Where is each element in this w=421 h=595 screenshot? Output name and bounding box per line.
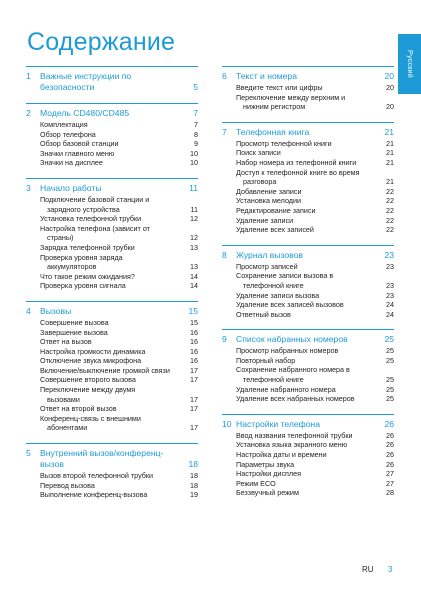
toc-entry-link[interactable]	[236, 196, 394, 206]
toc-entry-link[interactable]	[236, 187, 394, 197]
toc-entry-link[interactable]	[236, 291, 394, 301]
section-heading-link[interactable]	[26, 178, 198, 194]
toc-entry-link[interactable]	[40, 195, 198, 214]
entry-page-number: 16	[190, 356, 198, 366]
entry-title-line: Ввод названия телефонной трубки	[236, 430, 353, 440]
entry-title	[40, 253, 184, 272]
entry-page-number: 23	[386, 261, 394, 271]
entry-title	[236, 158, 380, 168]
entry-title-line: Введите текст или цифры	[236, 83, 323, 92]
entry-page-number: 21	[386, 177, 394, 187]
entry-title-line: Завершение вызова	[40, 327, 108, 337]
entry-page-number: 22	[386, 215, 394, 225]
entry-title	[236, 488, 380, 498]
toc-entry-link[interactable]	[40, 385, 198, 404]
toc-entry-link[interactable]	[40, 328, 198, 338]
toc-entry-link[interactable]	[40, 490, 198, 500]
toc-entry-link[interactable]	[236, 479, 394, 489]
toc-left-column	[26, 66, 198, 510]
entry-page-number: 17	[190, 365, 198, 375]
entry-title-line: Удаление всех набранных номеров	[236, 394, 355, 404]
section-page-number: 11	[189, 182, 198, 193]
entry-title	[236, 300, 380, 310]
entry-page-number: 24	[386, 309, 394, 319]
toc-section	[222, 414, 394, 498]
section-page-number: 15	[188, 305, 198, 316]
entry-title	[40, 337, 184, 347]
section-number: 7	[222, 126, 227, 137]
entry-title	[40, 366, 184, 376]
section-title-line: Начало работы	[40, 182, 102, 193]
section-page-number: 25	[384, 334, 394, 345]
entry-title	[40, 318, 184, 328]
toc-entry-link[interactable]	[236, 83, 394, 93]
entry-title	[236, 431, 380, 441]
section-items	[222, 83, 394, 112]
entry-page-number: 16	[190, 337, 198, 347]
section-heading-link[interactable]	[26, 103, 198, 119]
entry-page-number: 12	[190, 233, 198, 243]
toc-section	[222, 122, 394, 235]
entry-title	[40, 224, 184, 243]
entry-title	[236, 83, 380, 93]
section-page-number: 26	[384, 418, 394, 429]
section-items	[222, 431, 394, 498]
entry-title-line: Значки на дисплее	[40, 158, 103, 168]
entry-page-number: 25	[386, 346, 394, 356]
section-page-number: 20	[384, 71, 394, 81]
toc-entry-link[interactable]	[236, 450, 394, 460]
entry-title	[236, 93, 380, 112]
toc-entry-link[interactable]	[40, 471, 198, 481]
section-items	[26, 120, 198, 168]
entry-title	[40, 130, 184, 140]
toc-entry-link[interactable]	[236, 310, 394, 320]
toc-entry-link[interactable]	[40, 375, 198, 385]
entry-title	[40, 243, 184, 253]
entry-title-line: Настройка телефона (зависит от	[40, 223, 150, 233]
toc-entry-link[interactable]	[40, 404, 198, 414]
entry-title-line: Зарядка телефонной трубки	[40, 242, 135, 252]
section-title	[236, 419, 380, 430]
entry-title	[40, 281, 184, 291]
section-title-line: Журнал вызовов	[236, 249, 303, 260]
entry-page-number: 22	[386, 205, 394, 215]
entry-title	[40, 120, 184, 130]
entry-title	[236, 356, 380, 366]
section-page-number: 5	[193, 82, 198, 92]
entry-page-number: 22	[386, 196, 394, 206]
entry-title	[40, 471, 184, 481]
entry-title	[236, 225, 380, 235]
entry-page-number: 16	[190, 327, 198, 337]
entry-title-line: Обзор базовой станции	[40, 139, 119, 149]
entry-page-number: 9	[194, 139, 198, 149]
toc-entry-link[interactable]	[236, 385, 394, 395]
entry-title-line: Переключение между верхним и	[236, 92, 346, 102]
section-heading-link[interactable]	[222, 245, 394, 261]
section-heading-link[interactable]	[26, 301, 198, 317]
section-title	[40, 306, 184, 317]
toc-entry-link[interactable]	[236, 431, 394, 441]
entry-page-number: 25	[386, 384, 394, 394]
footer-language-code: RU	[362, 565, 374, 574]
entry-page-number: 13	[190, 242, 198, 252]
entry-title	[40, 385, 184, 404]
entry-title-line: Просмотр набранных номеров	[236, 346, 339, 356]
section-items	[222, 139, 394, 235]
section-heading-link[interactable]	[222, 66, 394, 82]
section-number: 2	[26, 108, 31, 118]
section-items	[222, 346, 394, 404]
entry-title	[40, 272, 184, 282]
toc-entry-link[interactable]	[236, 93, 394, 112]
entry-title	[40, 414, 184, 433]
entry-page-number: 23	[386, 280, 394, 290]
entry-title	[40, 328, 184, 338]
section-number: 6	[222, 71, 227, 81]
entry-page-number: 17	[190, 423, 198, 433]
entry-title	[40, 149, 184, 159]
entry-title	[236, 479, 380, 489]
entry-title-line: Удаление всех записей	[236, 225, 314, 235]
section-title	[40, 183, 184, 194]
entry-title-line: Что такое режим ожидания?	[40, 271, 135, 281]
entry-title-line: Установка телефонной трубки	[40, 214, 142, 224]
toc-section	[222, 66, 394, 112]
entry-title-line: Конференц-связь с внешними	[40, 413, 141, 423]
toc-entry-link[interactable]	[236, 488, 394, 498]
entry-title-continuation: телефонной книге	[243, 375, 304, 385]
entry-title-line: Установка мелодии	[236, 196, 302, 206]
section-title-line: Текст и номера	[236, 71, 297, 81]
entry-page-number: 15	[190, 317, 198, 327]
entry-page-number: 18	[190, 480, 198, 490]
entry-title-line: Включение/выключение громкой связи	[40, 365, 170, 375]
entry-title	[236, 187, 380, 197]
entry-page-number: 26	[386, 430, 394, 440]
section-title-line: безопасности	[40, 82, 95, 92]
section-page-number: 23	[384, 249, 394, 260]
page-title: Содержание	[27, 28, 176, 56]
section-page-number: 7	[193, 108, 198, 118]
entry-title	[236, 365, 380, 384]
section-title	[236, 127, 380, 138]
toc-entry-link[interactable]	[236, 262, 394, 272]
toc-entry-link[interactable]	[236, 216, 394, 226]
entry-title-line: Обзор телефона	[40, 129, 96, 139]
section-heading-link[interactable]	[222, 329, 394, 345]
section-title	[40, 448, 184, 470]
section-title-line: Вызовы	[40, 305, 72, 316]
section-page-number: 18	[188, 459, 198, 470]
section-title-line: Телефонная книга	[236, 126, 310, 137]
entry-page-number: 21	[386, 157, 394, 167]
entry-title-line: Перевод вызова	[40, 480, 95, 490]
toc-entry-link[interactable]	[236, 440, 394, 450]
toc-entry-link[interactable]	[40, 120, 198, 130]
entry-title	[236, 346, 380, 356]
entry-title	[236, 168, 380, 187]
entry-title-line: Ответ на вызов	[40, 337, 92, 347]
toc-entry-link[interactable]	[236, 158, 394, 168]
toc-entry-link[interactable]	[40, 272, 198, 282]
entry-page-number: 20	[386, 102, 394, 112]
entry-title-continuation: аккумуляторов	[47, 262, 97, 272]
section-title	[40, 71, 184, 93]
toc-entry-link[interactable]	[236, 148, 394, 158]
entry-title-continuation: абонентами	[47, 423, 88, 433]
toc-entry-link[interactable]	[40, 139, 198, 149]
language-tab	[398, 34, 421, 94]
toc-entry-link[interactable]	[40, 214, 198, 224]
entry-title	[236, 291, 380, 301]
toc-section	[26, 178, 198, 291]
section-title	[40, 108, 184, 119]
toc-entry-link[interactable]	[40, 224, 198, 243]
entry-title-line: Доступ к телефонной книге во время	[236, 167, 360, 177]
section-title-line: Важные инструкции по	[40, 71, 132, 81]
entry-title-line: Сохранение записи вызова в	[236, 271, 334, 281]
toc-entry-link[interactable]	[236, 346, 394, 356]
entry-title	[40, 158, 184, 168]
toc-section	[26, 301, 198, 433]
entry-title-line: Комплектация	[40, 120, 88, 129]
toc-entry-link[interactable]	[40, 414, 198, 433]
toc-entry-link[interactable]	[40, 253, 198, 272]
section-heading-link[interactable]	[26, 443, 198, 470]
entry-title-continuation: разговора	[243, 177, 277, 187]
entry-page-number: 10	[190, 148, 198, 158]
section-number: 3	[26, 182, 31, 193]
toc-entry-link[interactable]	[40, 481, 198, 491]
entry-page-number: 7	[194, 120, 198, 129]
toc-entry-link[interactable]	[40, 149, 198, 159]
section-number: 9	[222, 334, 227, 345]
entry-title-line: Просмотр записей	[236, 261, 298, 271]
entry-page-number: 28	[386, 488, 394, 498]
entry-title-line: Ответ на второй вызов	[40, 404, 117, 414]
toc-entry-link[interactable]	[236, 394, 394, 404]
entry-title-continuation: телефонной книге	[243, 280, 304, 290]
entry-title	[40, 481, 184, 491]
section-number: 10	[222, 418, 232, 429]
entry-title-line: Поиск записи	[236, 148, 281, 158]
section-page-number: 21	[384, 126, 394, 137]
entry-page-number: 8	[194, 129, 198, 139]
entry-title-continuation: нижним регистром	[243, 102, 306, 112]
toc-entry-link[interactable]	[236, 300, 394, 310]
entry-title-line: Установка языка экранного меню	[236, 440, 348, 450]
toc-entry-link[interactable]	[40, 158, 198, 168]
entry-title	[40, 490, 184, 500]
toc-section	[26, 443, 198, 500]
entry-title-line: Ответный вызов	[236, 309, 291, 319]
section-title	[236, 334, 380, 345]
entry-page-number: 22	[386, 225, 394, 235]
entry-title	[236, 206, 380, 216]
entry-title	[40, 404, 184, 414]
entry-title	[40, 375, 184, 385]
entry-page-number: 22	[386, 186, 394, 196]
section-number: 4	[26, 305, 31, 316]
entry-title	[236, 385, 380, 395]
entry-title-line: Удаление набранного номера	[236, 384, 336, 394]
toc-entry-link[interactable]	[236, 139, 394, 149]
entry-title-line: Подключение базовой станции и	[40, 194, 150, 204]
entry-page-number: 12	[190, 214, 198, 224]
entry-title	[236, 394, 380, 404]
entry-page-number: 14	[190, 271, 198, 281]
entry-title-line: Режим ECO	[236, 478, 276, 488]
entry-title-continuation: зарядного устройства	[47, 204, 120, 214]
toc-entry-link[interactable]	[40, 243, 198, 253]
entry-title-line: Добавление записи	[236, 186, 302, 196]
entry-title	[236, 460, 380, 470]
entry-title-line: Сохранение набранного номера в	[236, 365, 350, 375]
entry-title	[40, 214, 184, 224]
toc-entry-link[interactable]	[40, 281, 198, 291]
entry-title	[236, 148, 380, 158]
entry-title	[236, 440, 380, 450]
toc-entry-link[interactable]	[40, 347, 198, 357]
toc-entry-link[interactable]	[40, 130, 198, 140]
toc-entry-link[interactable]	[236, 365, 394, 384]
entry-title	[40, 347, 184, 357]
entry-title-line: Настройка даты и времени	[236, 450, 327, 460]
entry-title-line: Совершение второго вызова	[40, 375, 136, 385]
entry-title-line: Набор номера из телефонной книги	[236, 157, 357, 167]
entry-title	[40, 195, 184, 214]
section-title-line: вызов	[40, 459, 64, 470]
section-items	[26, 471, 198, 500]
toc-entry-link[interactable]	[40, 356, 198, 366]
entry-page-number: 27	[386, 469, 394, 479]
entry-page-number: 26	[386, 459, 394, 469]
entry-title	[236, 271, 380, 290]
entry-title-line: Редактирование записи	[236, 205, 316, 215]
entry-title-line: Удаление записи	[236, 215, 294, 225]
entry-page-number: 19	[190, 490, 198, 500]
entry-title	[40, 356, 184, 366]
entry-page-number: 14	[190, 281, 198, 291]
entry-title-line: Проверка уровня сигнала	[40, 281, 126, 291]
entry-page-number: 13	[190, 262, 198, 272]
entry-title	[236, 262, 380, 272]
entry-page-number: 25	[386, 375, 394, 385]
entry-page-number: 25	[386, 394, 394, 404]
toc-entry-link[interactable]	[236, 460, 394, 470]
entry-page-number: 17	[190, 375, 198, 385]
entry-page-number: 21	[386, 138, 394, 148]
entry-title-line: Беззвучный режим	[236, 488, 299, 498]
section-number: 5	[26, 448, 31, 459]
entry-title-line: Просмотр телефонной книги	[236, 138, 332, 148]
toc-right-column	[222, 66, 394, 508]
section-title	[236, 250, 380, 261]
entry-title	[236, 216, 380, 226]
toc-entry-link[interactable]	[236, 168, 394, 187]
footer-page-number: 3	[388, 565, 393, 574]
section-items	[26, 195, 198, 291]
toc-entry-link[interactable]	[40, 366, 198, 376]
entry-title	[236, 139, 380, 149]
toc-section	[26, 66, 198, 93]
entry-title-line: Выполнение конференц-вызова	[40, 490, 148, 500]
entry-page-number: 17	[190, 394, 198, 404]
entry-title-line: Удаление записи вызова	[236, 290, 320, 300]
entry-title-continuation: страны)	[47, 233, 74, 243]
entry-title-continuation: вызовами	[47, 394, 80, 404]
toc-entry-link[interactable]	[236, 356, 394, 366]
section-heading-link[interactable]	[26, 66, 198, 93]
entry-title-line: Переключение между двумя	[40, 385, 136, 395]
entry-page-number: 18	[190, 471, 198, 481]
toc-entry-link[interactable]	[40, 337, 198, 347]
entry-page-number: 26	[386, 450, 394, 460]
section-number: 1	[26, 71, 31, 81]
entry-page-number: 16	[190, 346, 198, 356]
entry-page-number: 17	[190, 404, 198, 414]
entry-page-number: 23	[386, 290, 394, 300]
entry-page-number: 25	[386, 355, 394, 365]
entry-title	[40, 139, 184, 149]
toc-entry-link[interactable]	[40, 318, 198, 328]
toc-entry-link[interactable]	[236, 271, 394, 290]
toc-entry-link[interactable]	[236, 225, 394, 235]
entry-title	[236, 450, 380, 460]
section-items	[26, 318, 198, 433]
entry-page-number: 21	[386, 148, 394, 158]
toc-entry-link[interactable]	[236, 469, 394, 479]
entry-title-line: Повторный набор	[236, 355, 296, 365]
section-title-line: Настройки телефона	[236, 418, 321, 429]
entry-page-number: 10	[190, 158, 198, 168]
language-tab-label: Русский	[406, 49, 413, 79]
entry-page-number: 24	[386, 300, 394, 310]
section-heading-link[interactable]	[222, 122, 394, 138]
section-number: 8	[222, 249, 227, 260]
toc-section	[222, 245, 394, 320]
entry-title	[236, 196, 380, 206]
entry-title-line: Параметры звука	[236, 459, 295, 469]
entry-page-number: 26	[386, 440, 394, 450]
entry-page-number: 27	[386, 478, 394, 488]
toc-entry-link[interactable]	[236, 206, 394, 216]
entry-title-line: Совершение вызова	[40, 317, 109, 327]
toc-section	[26, 103, 198, 168]
entry-page-number: 11	[190, 204, 198, 214]
section-heading-link[interactable]	[222, 414, 394, 430]
toc-section	[222, 329, 394, 404]
entry-title-line: Настройка громкости динамика	[40, 346, 146, 356]
entry-title	[236, 469, 380, 479]
section-title	[236, 71, 380, 82]
entry-title-line: Отключение звука микрофона	[40, 356, 142, 366]
entry-title-line: Вызов второй телефонной трубки	[40, 471, 154, 481]
section-title-line: Внутренний вызов/конференц-	[40, 448, 164, 459]
entry-title	[236, 310, 380, 320]
entry-title-line: Удаление всех записей вызовов	[236, 300, 344, 310]
entry-title-line: Значки главного меню	[40, 148, 115, 158]
section-title-line: Модель CD480/CD485	[40, 108, 130, 118]
entry-title-line: Проверка уровня заряда	[40, 252, 123, 262]
entry-title-line: Настройки дисплея	[236, 469, 302, 479]
section-title-line: Список набранных номеров	[236, 334, 348, 345]
entry-page-number: 20	[386, 83, 394, 92]
section-items	[222, 262, 394, 320]
